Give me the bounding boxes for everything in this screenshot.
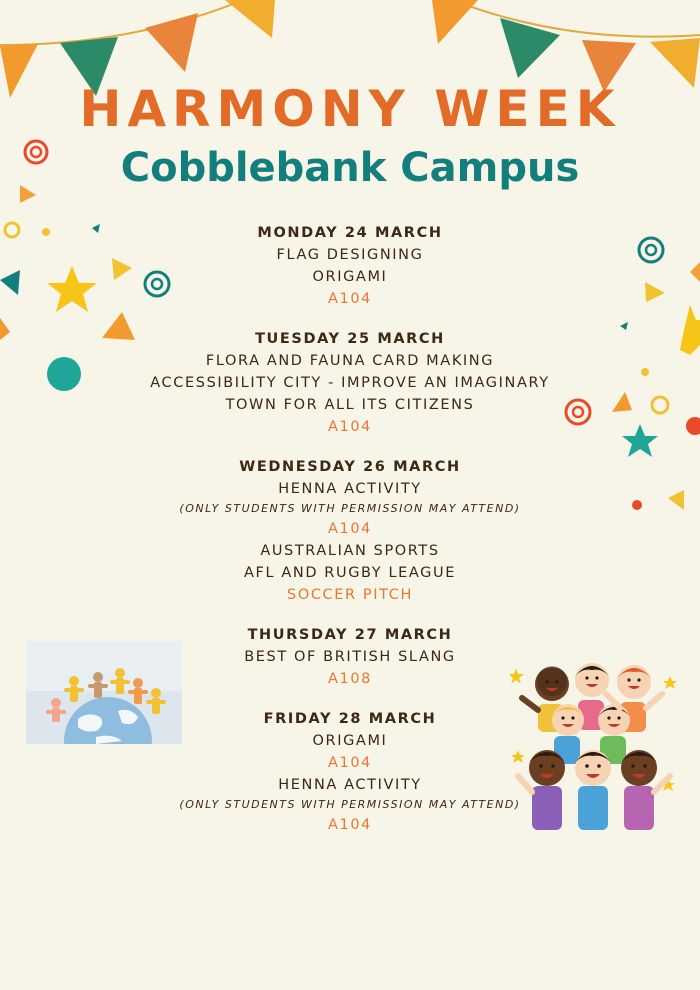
activity: HENNA ACTIVITY [278, 481, 422, 497]
activity: AUSTRALIAN SPORTS [260, 543, 440, 559]
day-heading: FRIDAY 28 MARCH [263, 711, 437, 727]
activity: ORIGAMI [312, 269, 388, 285]
day-heading: WEDNESDAY 26 MARCH [239, 459, 461, 475]
room-location: A104 [328, 755, 372, 771]
activity: BEST OF BRITISH SLANG [244, 649, 456, 665]
paper-people-globe-icon [26, 641, 182, 744]
room-location: A108 [328, 671, 372, 687]
room-location: A104 [328, 521, 372, 537]
day-heading: MONDAY 24 MARCH [257, 225, 443, 241]
activity: AFL AND RUGBY LEAGUE [244, 565, 456, 581]
day-heading: THURSDAY 27 MARCH [247, 627, 453, 643]
activity: FLORA AND FAUNA CARD MAKING [205, 353, 495, 369]
page-title: HARMONY WEEK [79, 80, 621, 138]
room-location: A104 [328, 419, 372, 435]
room-location: A104 [328, 291, 372, 307]
activity: TOWN FOR ALL ITS CITIZENS [225, 397, 475, 413]
permission-note: (ONLY STUDENTS WITH PERMISSION MAY ATTEND) [179, 502, 521, 515]
permission-note: (ONLY STUDENTS WITH PERMISSION MAY ATTEND) [179, 798, 521, 811]
room-location: SOCCER PITCH [287, 587, 413, 603]
campus-subtitle: Cobblebank Campus [120, 145, 580, 191]
room-location: A104 [328, 817, 372, 833]
cheering-children-icon [510, 658, 680, 833]
activity: ORIGAMI [312, 733, 388, 749]
activity: FLAG DESIGNING [276, 247, 424, 263]
day-heading: TUESDAY 25 MARCH [255, 331, 445, 347]
day-tuesday [100, 328, 600, 438]
day-monday [100, 222, 600, 310]
activity: ACCESSIBILITY CITY - IMPROVE AN IMAGINARY [150, 375, 550, 391]
day-wednesday [100, 456, 600, 606]
activity: HENNA ACTIVITY [278, 777, 422, 793]
